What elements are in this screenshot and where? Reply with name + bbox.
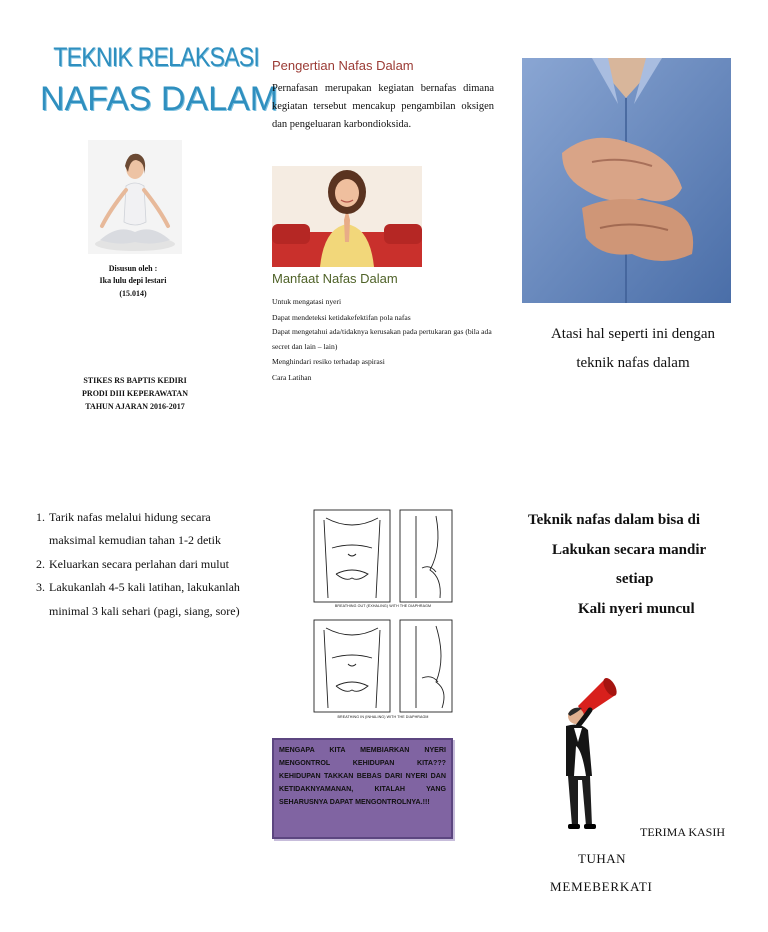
tagline-line1: Atasi hal seperti ini dengan: [550, 326, 716, 342]
chest-pain-man-image: [522, 58, 731, 303]
step-item: [36, 553, 242, 576]
manfaat-item: Dapat mendeteksi ketidakefektifan pola nafas: [272, 312, 411, 322]
breathing-steps-list: [36, 506, 242, 623]
step-item: [36, 576, 242, 623]
yoga-woman-image: [88, 140, 182, 254]
thanks-text: TERIMA KASIH: [640, 825, 726, 839]
step-number: 2.: [36, 556, 45, 571]
diaphragm-breathing-diagram: [312, 508, 454, 726]
institution-line1: STIKES RS BAPTIS KEDIRI: [83, 376, 187, 385]
meditating-woman-image: [272, 166, 422, 267]
closing-line1: Teknik nafas dalam bisa di: [528, 512, 701, 528]
manfaat-item: Dapat mengetahui ada/tidaknya kerusakan pada pertukaran gas (bila ada secret dan lain – lain): [272, 327, 492, 351]
pengertian-heading: Pengertian Nafas Dalam: [272, 58, 414, 73]
step-number: 1.: [36, 510, 45, 524]
closing-line2: Lakukan secara mandir: [552, 541, 707, 558]
tuhan-text: TUHAN: [578, 851, 626, 866]
warning-box: MENGAPA KITA MEMBIARKAN NYERI MENGONTROL KEHIDUPAN KITA??? KEHIDUPAN TAKKAN BEBAS DARI NYERI DAN KETIDAKNYAMANAN, KITALAH YANG SEHARUSNYA DAPAT MENGONTROLNYA.!!!: [272, 738, 453, 839]
institution-line2: PRODI DIII KEPERAWATAN: [82, 388, 188, 398]
memberkati-text: MEMEBERKATI: [550, 879, 653, 894]
closing-line4: Kali nyeri muncul: [578, 601, 695, 618]
author-id: (15.014): [119, 288, 147, 298]
step-text: Tarik nafas melalui hidung secara maksimal kemudian tahan 1-2 detik: [49, 510, 221, 548]
author-label: Disusun oleh :: [108, 264, 158, 273]
manfaat-item: Cara Latihan: [272, 372, 312, 382]
manfaat-item: Menghindari resiko terhadap aspirasi: [272, 356, 385, 366]
tagline-line2: teknik nafas dalam: [576, 355, 690, 372]
step-number: 3.: [36, 580, 45, 595]
diagram-caption-bottom: BREATHING IN (INHALING) WITH THE DIAPHRAGM: [337, 715, 429, 719]
step-item: [36, 506, 242, 553]
diagram-caption-top: BREATHING OUT (EXHALING) WITH THE DIAPHRAGM: [334, 604, 432, 608]
step-text: Lakukanlah 4-5 kali latihan, lakukanlah minimal 3 kali sehari (pagi, siang, sore): [49, 580, 240, 618]
author-block: [68, 263, 198, 300]
pengertian-body: Pernafasan merupakan kegiatan bernafas dimana kegiatan tersebut mencakup pengambilan oksigen dan pengeluaran karbondioksida.: [272, 83, 494, 131]
author-name: Ika lulu depi lestari: [99, 276, 167, 286]
manfaat-list: [272, 294, 498, 385]
manfaat-item: Untuk mengatasi nyeri: [272, 297, 342, 306]
closing-line3: setiap: [616, 571, 654, 588]
brochure-title-line1: TEKNIK RELAKSASI: [53, 42, 259, 72]
step-text: Keluarkan secara perlahan dari mulut: [49, 556, 229, 571]
closing-message: [520, 506, 750, 625]
institution-block: [45, 375, 225, 413]
institution-line3: TAHUN AJARAN 2016-2017: [85, 401, 185, 411]
tagline-block: [528, 320, 738, 379]
brochure-title-line2: NAFAS DALAM: [40, 80, 279, 118]
megaphone-man-image: [556, 676, 636, 834]
manfaat-heading: Manfaat Nafas Dalam: [272, 271, 398, 286]
